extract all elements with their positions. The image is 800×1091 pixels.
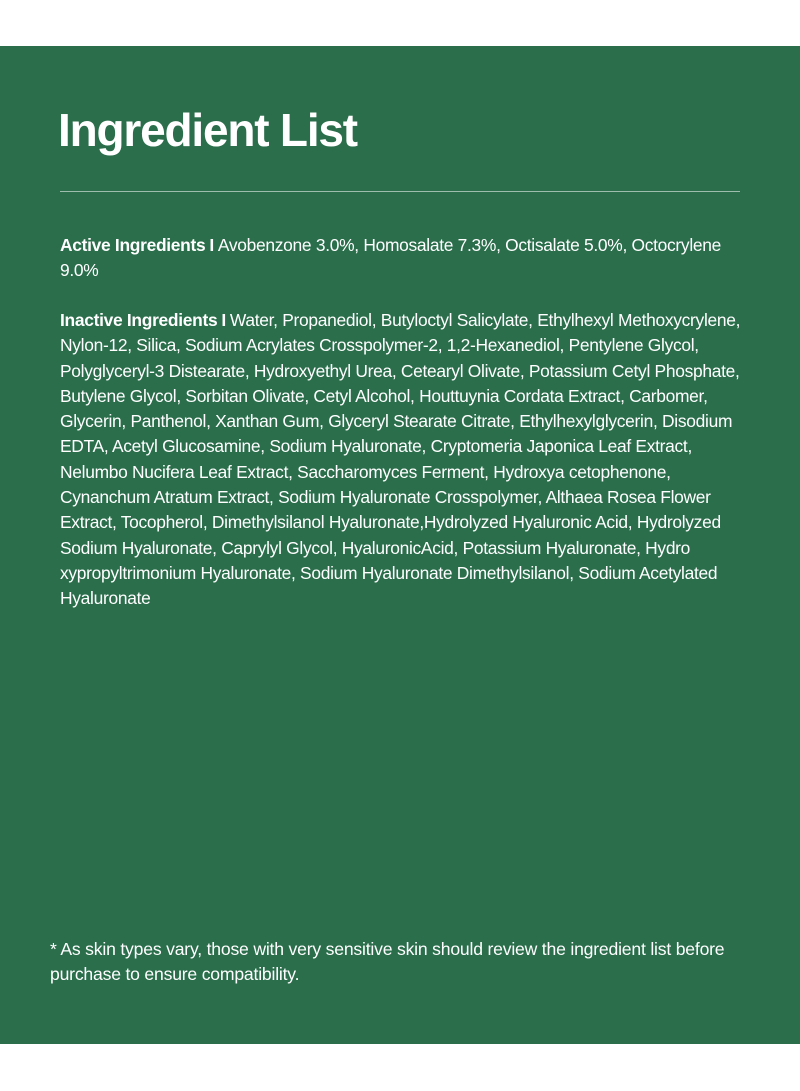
inactive-ingredients-text: Water, Propanediol, Butyloctyl Salicylate, Ethylhexyl Methoxycrylene, Nylon-12, Silica, Sodium Acrylates Crosspolymer-2, 1,2-Hexanediol, Pentylene Glycol, Polyglyceryl-3 Distearate, Hydroxyethyl Urea, Cetearyl Olivate, Potassium Cetyl Phosphate, Butylene Glycol, Sorbitan Olivate, Cetyl Alcohol, Houttuynia Cordata Extract, Carbomer, Glycerin, Panthenol, Xanthan Gum, Glyceryl Stearate Citrate, Ethylhexylglycerin, Disodium EDTA, Acetyl Glucosamine, Sodium Hyaluronate, Cryptomeria Japonica Leaf Extract, Nelumbo Nucifera Leaf Extract, Saccharomyces Ferment, Hydroxya cetophenone, Cynanchum Atratum Extract, Sodium Hyaluronate Crosspolymer, Althaea Rosea Flower Extract, Tocopherol, Dimethylsilanol Hyaluronate,Hydrolyzed Hyaluronic Acid, Hydrolyzed Sodium Hyaluronate, Caprylyl Glycol, HyaluronicAcid, Potassium Hyaluronate, Hydro xypropyltrimonium Hyaluronate, Sodium Hyaluronate Dimethylsilanol, Sodium Acetylated Hyaluronate	[60, 310, 741, 609]
title-divider	[60, 191, 740, 192]
inactive-ingredients-separator: I	[221, 310, 226, 330]
active-ingredients-separator: I	[209, 235, 214, 255]
sensitivity-footnote: * As skin types vary, those with very sensitive skin should review the ingredient list before purchase to ensure compatibility.	[50, 939, 725, 984]
inactive-ingredients-label: Inactive Ingredients	[60, 310, 218, 330]
active-ingredients-text: Avobenzone 3.0%, Homosalate 7.3%, Octisalate 5.0%, Octocrylene 9.0%	[60, 235, 721, 281]
active-ingredients-label: Active Ingredients	[60, 235, 206, 255]
page-title: Ingredient List	[58, 104, 357, 156]
inactive-ingredients-section	[60, 308, 750, 612]
active-ingredients-section	[60, 233, 750, 284]
ingredient-panel	[0, 46, 800, 1044]
